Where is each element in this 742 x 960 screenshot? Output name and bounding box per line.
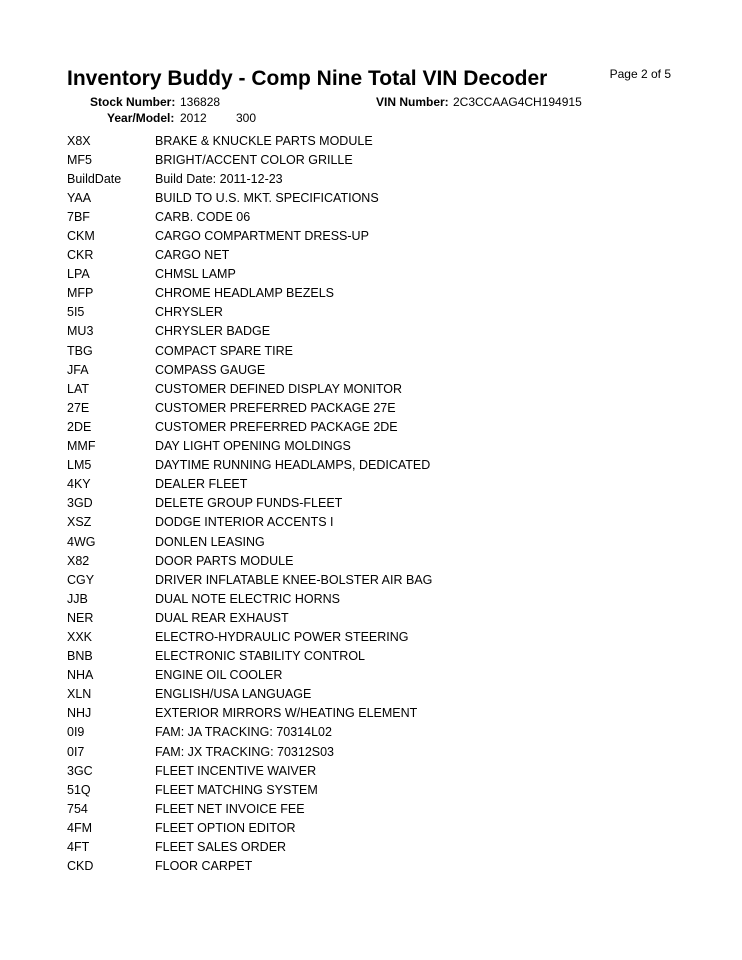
option-description: DONLEN LEASING xyxy=(155,534,265,549)
option-code: 4WG xyxy=(67,534,96,549)
option-code-list xyxy=(67,131,687,876)
option-description: DOOR PARTS MODULE xyxy=(155,553,294,568)
option-row xyxy=(67,761,687,780)
option-description: CHRYSLER BADGE xyxy=(155,324,271,339)
option-row xyxy=(67,780,687,799)
option-code: XSZ xyxy=(67,515,92,530)
option-code: CKM xyxy=(67,229,95,244)
option-description: CHROME HEADLAMP BEZELS xyxy=(155,286,334,301)
option-row xyxy=(67,513,687,532)
option-code: MU3 xyxy=(67,324,94,339)
option-row xyxy=(67,303,687,322)
option-description: COMPASS GAUGE xyxy=(155,362,266,377)
option-code: NHJ xyxy=(67,706,92,721)
option-description: FLOOR CARPET xyxy=(155,859,253,874)
option-code: JFA xyxy=(67,362,89,377)
option-code: CKR xyxy=(67,248,94,263)
option-description: Build Date: 2011-12-23 xyxy=(155,171,283,186)
option-code: 0I9 xyxy=(67,725,85,740)
option-row xyxy=(67,627,687,646)
option-description: FAM: JA TRACKING: 70314L02 xyxy=(155,725,332,740)
option-code: JJB xyxy=(67,591,88,606)
option-row xyxy=(67,647,687,666)
option-row xyxy=(67,704,687,723)
option-description: BUILD TO U.S. MKT. SPECIFICATIONS xyxy=(155,190,379,205)
option-row xyxy=(67,246,687,265)
option-row xyxy=(67,837,687,856)
option-code: 4KY xyxy=(67,477,91,492)
option-code: NER xyxy=(67,610,94,625)
option-code: 0I7 xyxy=(67,744,85,759)
option-code: LM5 xyxy=(67,458,92,473)
option-code: 27E xyxy=(67,400,90,415)
option-description: DUAL REAR EXHAUST xyxy=(155,610,289,625)
vin-number-value: 2C3CCAAG4CH194915 xyxy=(453,95,582,109)
option-description: ENGLISH/USA LANGUAGE xyxy=(155,687,312,702)
option-code: X82 xyxy=(67,553,90,568)
option-row xyxy=(67,589,687,608)
option-row xyxy=(67,188,687,207)
option-description: FLEET NET INVOICE FEE xyxy=(155,801,305,816)
option-code: 2DE xyxy=(67,419,92,434)
model-value: 300 xyxy=(236,111,257,125)
option-row xyxy=(67,284,687,303)
option-code: X8X xyxy=(67,133,91,148)
option-row xyxy=(67,799,687,818)
option-code: BNB xyxy=(67,649,93,664)
option-row xyxy=(67,360,687,379)
stock-number-label: Stock Number: xyxy=(90,95,176,109)
option-description: DUAL NOTE ELECTRIC HORNS xyxy=(155,591,340,606)
option-description: CARGO COMPARTMENT DRESS-UP xyxy=(155,229,369,244)
option-row xyxy=(67,818,687,837)
option-description: DAY LIGHT OPENING MOLDINGS xyxy=(155,439,351,454)
option-code: 4FM xyxy=(67,820,92,835)
option-row xyxy=(67,685,687,704)
document-title: Inventory Buddy - Comp Nine Total VIN Decoder xyxy=(67,67,548,90)
option-code: YAA xyxy=(67,190,92,205)
option-code: 3GC xyxy=(67,763,93,778)
option-code: BuildDate xyxy=(67,171,122,186)
option-description: FLEET INCENTIVE WAIVER xyxy=(155,763,317,778)
option-description: COMPACT SPARE TIRE xyxy=(155,343,293,358)
option-description: CUSTOMER PREFERRED PACKAGE 27E xyxy=(155,400,396,415)
year-model-label: Year/Model: xyxy=(107,111,175,125)
option-description: ENGINE OIL COOLER xyxy=(155,668,283,683)
option-row xyxy=(67,437,687,456)
vin-number-label: VIN Number: xyxy=(376,95,449,109)
option-description: CHMSL LAMP xyxy=(155,267,236,282)
option-row xyxy=(67,494,687,513)
option-code: TBG xyxy=(67,343,93,358)
option-code: MF5 xyxy=(67,152,92,167)
option-code: MMF xyxy=(67,439,96,454)
option-description: DAYTIME RUNNING HEADLAMPS, DEDICATED xyxy=(155,458,431,473)
option-description: CARB. CODE 06 xyxy=(155,209,251,224)
option-row xyxy=(67,417,687,436)
option-code: 51Q xyxy=(67,782,91,797)
option-description: BRIGHT/ACCENT COLOR GRILLE xyxy=(155,152,353,167)
option-row xyxy=(67,150,687,169)
option-code: CGY xyxy=(67,572,95,587)
option-row xyxy=(67,456,687,475)
option-row xyxy=(67,207,687,226)
option-code: XXK xyxy=(67,629,93,644)
option-row xyxy=(67,532,687,551)
option-description: FAM: JX TRACKING: 70312S03 xyxy=(155,744,335,759)
option-row xyxy=(67,341,687,360)
option-description: CHRYSLER xyxy=(155,305,223,320)
option-row xyxy=(67,742,687,761)
option-description: CARGO NET xyxy=(155,248,230,263)
option-row xyxy=(67,608,687,627)
option-row xyxy=(67,723,687,742)
option-row xyxy=(67,857,687,876)
option-description: FLEET OPTION EDITOR xyxy=(155,820,296,835)
option-description: EXTERIOR MIRRORS W/HEATING ELEMENT xyxy=(155,706,418,721)
option-description: DEALER FLEET xyxy=(155,477,248,492)
option-row xyxy=(67,226,687,245)
option-description: ELECTRONIC STABILITY CONTROL xyxy=(155,649,365,664)
option-code: NHA xyxy=(67,668,94,683)
year-value: 2012 xyxy=(180,111,207,125)
option-code: MFP xyxy=(67,286,94,301)
option-description: FLEET SALES ORDER xyxy=(155,840,287,855)
option-code: LAT xyxy=(67,381,89,396)
option-row xyxy=(67,322,687,341)
page-number: Page 2 of 5 xyxy=(609,67,671,81)
option-row xyxy=(67,379,687,398)
option-code: 5I5 xyxy=(67,305,85,320)
option-code: 7BF xyxy=(67,209,90,224)
option-code: 3GD xyxy=(67,496,93,511)
stock-number-value: 136828 xyxy=(180,95,221,109)
option-description: DRIVER INFLATABLE KNEE-BOLSTER AIR BAG xyxy=(155,572,433,587)
option-description: DELETE GROUP FUNDS-FLEET xyxy=(155,496,343,511)
option-description: ELECTRO-HYDRAULIC POWER STEERING xyxy=(155,629,409,644)
option-description: CUSTOMER PREFERRED PACKAGE 2DE xyxy=(155,419,398,434)
option-code: LPA xyxy=(67,267,90,282)
option-row xyxy=(67,398,687,417)
option-row xyxy=(67,570,687,589)
option-code: 754 xyxy=(67,801,88,816)
option-row xyxy=(67,169,687,188)
option-description: CUSTOMER DEFINED DISPLAY MONITOR xyxy=(155,381,403,396)
option-row xyxy=(67,131,687,150)
option-row xyxy=(67,551,687,570)
option-code: XLN xyxy=(67,687,92,702)
option-description: BRAKE & KNUCKLE PARTS MODULE xyxy=(155,133,373,148)
option-code: 4FT xyxy=(67,840,90,855)
option-code: CKD xyxy=(67,859,94,874)
option-description: FLEET MATCHING SYSTEM xyxy=(155,782,318,797)
option-row xyxy=(67,666,687,685)
option-description: DODGE INTERIOR ACCENTS I xyxy=(155,515,334,530)
option-row xyxy=(67,265,687,284)
option-row xyxy=(67,475,687,494)
